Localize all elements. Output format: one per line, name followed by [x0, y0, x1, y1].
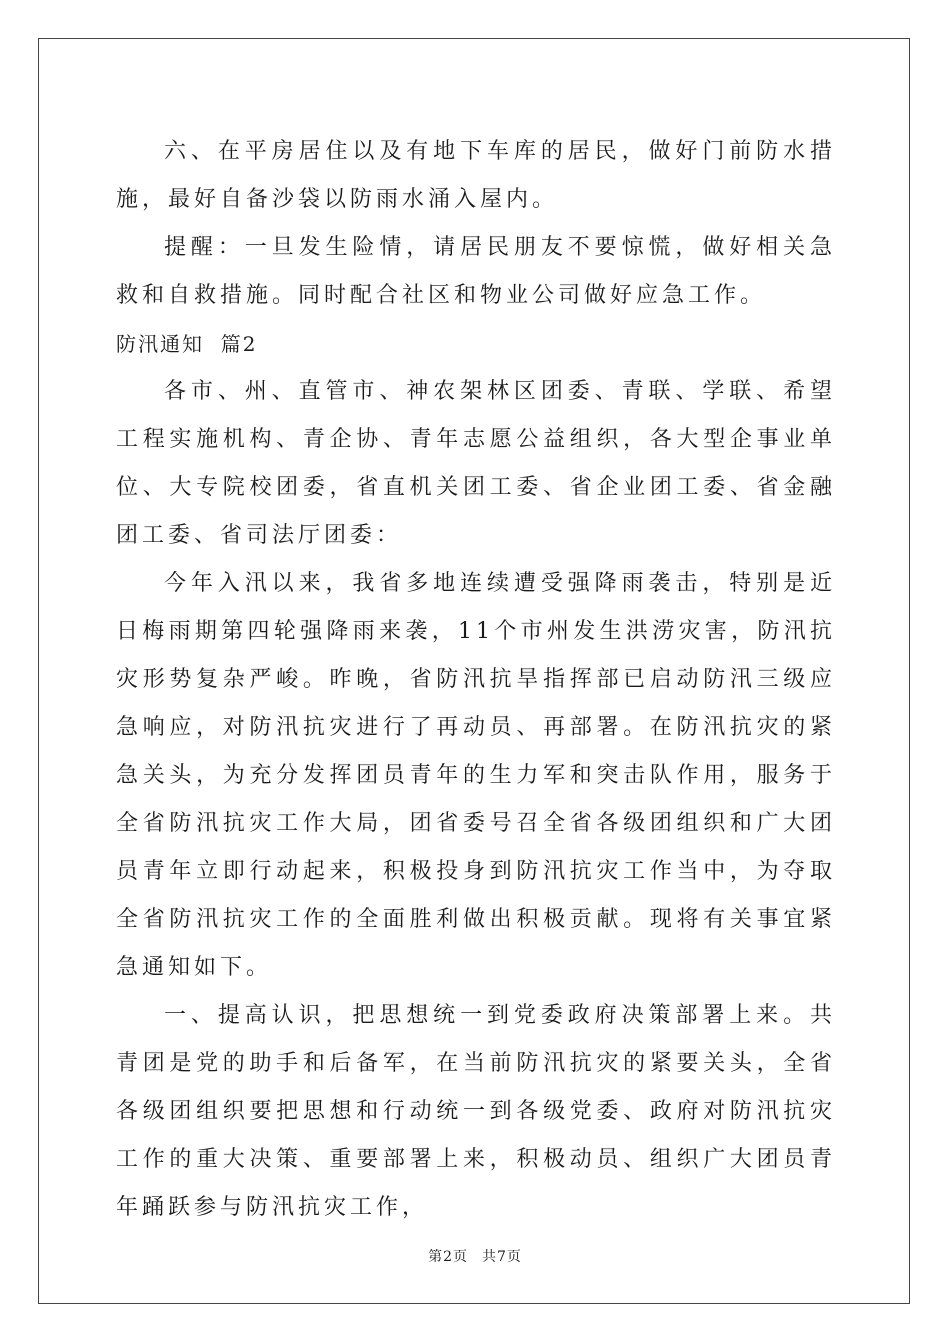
page-total: 共7页	[482, 1249, 522, 1265]
section-title: 防汛通知 篇2	[116, 332, 258, 356]
page-number: 第2页	[428, 1249, 468, 1265]
document-body	[116, 128, 836, 1232]
page-footer	[0, 1246, 950, 1266]
paragraph: 今年入汛以来，我省多地连续遭受强降雨袭击，特别是近日梅雨期第四轮强降雨来袭，11个市州发生洪涝灾害，防汛抗灾形势复杂严峻。昨晚，省防汛抗旱指挥部已启动防汛三级应急响应，对防汛抗灾进行了再动员、再部署。在防汛抗灾的紧急关头，为充分发挥团员青年的生力军和突击队作用，服务于全省防汛抗灾工作大局，团省委号召全省各级团组织和广大团员青年立即行动起来，积极投身到防汛抗灾工作当中，为夺取全省防汛抗灾工作的全面胜利做出积极贡献。现将有关事宜紧急通知如下。	[116, 571, 836, 980]
paragraph: 各市、州、直管市、神农架林区团委、青联、学联、希望工程实施机构、青企协、青年志愿公益组织，各大型企事业单位、大专院校团委，省直机关团工委、省企业团工委、省金融团工委、省司法厅团委：	[116, 379, 836, 548]
paragraph: 六、在平房居住以及有地下车库的居民，做好门前防水措施，最好自备沙袋以防雨水涌入屋内。	[116, 139, 836, 212]
paragraph: 提醒：一旦发生险情，请居民朋友不要惊慌，做好相关急救和自救措施。同时配合社区和物业公司做好应急工作。	[116, 235, 836, 308]
paragraph: 一、提高认识，把思想统一到党委政府决策部署上来。共青团是党的助手和后备军，在当前防汛抗灾的紧要关头，全省各级团组织要把思想和行动统一到各级党委、政府对防汛抗灾工作的重大决策、重要部署上来，积极动员、组织广大团员青年踊跃参与防汛抗灾工作，	[116, 1003, 836, 1220]
